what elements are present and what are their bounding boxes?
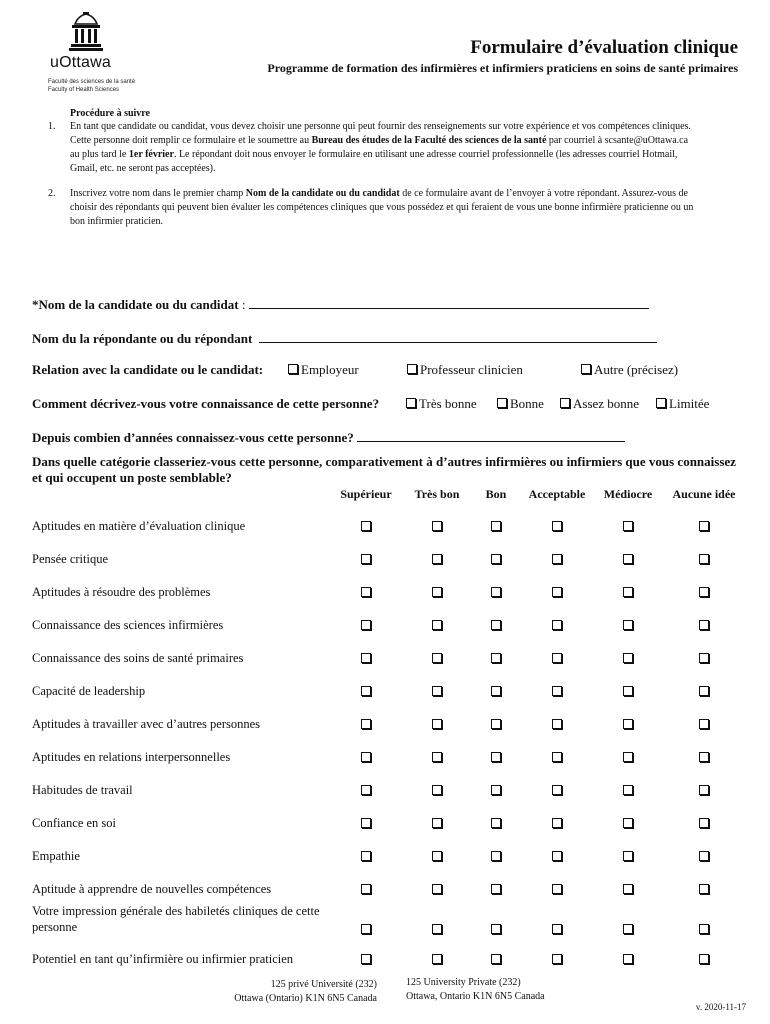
step-text-bold: Bureau des études de la Faculté des sciences de la santé bbox=[311, 135, 547, 146]
rating-row-label: Connaissance des soins de santé primaires bbox=[32, 651, 244, 665]
address-line: Ottawa (Ontario) K1N 6N5 Canada bbox=[234, 993, 377, 1004]
rating-row-label: Pensée critique bbox=[32, 552, 109, 566]
logo-wordmark: uOttawa bbox=[50, 54, 111, 71]
years-label: Depuis combien d’années connaissez-vous cette personne? bbox=[32, 430, 354, 445]
rating-checkbox[interactable] bbox=[623, 752, 633, 762]
rating-row-label: Connaissance des sciences infirmières bbox=[32, 618, 224, 632]
rating-checkbox[interactable] bbox=[623, 719, 633, 729]
rating-checkbox[interactable] bbox=[491, 785, 501, 795]
option-label: Autre (précisez) bbox=[594, 362, 679, 377]
rating-checkbox[interactable] bbox=[432, 752, 442, 762]
rating-checkbox[interactable] bbox=[432, 924, 442, 934]
step-text bbox=[70, 187, 698, 229]
rating-column-header: Acceptable bbox=[528, 487, 586, 501]
rating-checkbox[interactable] bbox=[623, 587, 633, 597]
rating-checkbox[interactable] bbox=[432, 620, 442, 630]
address-line: Ottawa, Ontario K1N 6N5 Canada bbox=[406, 991, 545, 1002]
rating-row-label: Potentiel en tant qu’infirmière ou infirmier praticien bbox=[32, 952, 294, 966]
step-text-part: Inscrivez votre nom dans le premier champ bbox=[70, 188, 246, 199]
rating-checkbox[interactable] bbox=[432, 554, 442, 564]
rating-checkbox[interactable] bbox=[623, 851, 633, 861]
version-label: v. 2020-11-17 bbox=[695, 1002, 746, 1012]
rating-checkbox[interactable] bbox=[623, 884, 633, 894]
rating-checkbox[interactable] bbox=[552, 554, 562, 564]
address-en bbox=[406, 976, 545, 1004]
option-label: Employeur bbox=[301, 362, 359, 377]
rating-checkbox[interactable] bbox=[361, 686, 371, 696]
checkbox[interactable] bbox=[406, 398, 416, 408]
option-label: Limitée bbox=[669, 396, 710, 411]
rating-checkbox[interactable] bbox=[361, 954, 371, 964]
page-title: Formulaire d’évaluation clinique bbox=[470, 37, 738, 58]
rating-checkbox[interactable] bbox=[491, 851, 501, 861]
rating-checkbox[interactable] bbox=[552, 924, 562, 934]
rating-checkbox[interactable] bbox=[699, 686, 709, 696]
rating-checkbox[interactable] bbox=[623, 521, 633, 531]
option-label: Très bonne bbox=[419, 396, 477, 411]
checkbox[interactable] bbox=[288, 364, 298, 374]
relation-row: Relation avec la candidate ou le candidat: bbox=[32, 362, 264, 377]
rating-checkbox[interactable] bbox=[699, 521, 709, 531]
rating-checkbox[interactable] bbox=[432, 884, 442, 894]
rating-checkbox[interactable] bbox=[699, 719, 709, 729]
rating-column-header: Très bon bbox=[414, 487, 460, 501]
rating-checkbox[interactable] bbox=[361, 719, 371, 729]
rating-checkbox[interactable] bbox=[491, 521, 501, 531]
rating-checkbox[interactable] bbox=[432, 686, 442, 696]
rating-checkbox[interactable] bbox=[552, 884, 562, 894]
step-text-part: par courriel à scsante@uOttawa.ca au plus tard le bbox=[70, 135, 689, 160]
rating-checkbox[interactable] bbox=[361, 851, 371, 861]
rating-checkbox[interactable] bbox=[699, 587, 709, 597]
rating-checkbox[interactable] bbox=[699, 851, 709, 861]
rating-checkbox[interactable] bbox=[623, 924, 633, 934]
respondent-name-field[interactable] bbox=[259, 330, 657, 343]
faculty-name-fr: Faculté des sciences de la santé bbox=[48, 79, 136, 85]
relation-option-other[interactable] bbox=[581, 362, 678, 378]
rating-checkbox[interactable] bbox=[491, 653, 501, 663]
step-text bbox=[70, 120, 698, 176]
rating-checkbox[interactable] bbox=[699, 554, 709, 564]
rating-checkbox[interactable] bbox=[623, 620, 633, 630]
rating-row-label: Aptitudes en relations interpersonnelles bbox=[32, 750, 231, 764]
rating-row-label: Aptitudes à résoudre des problèmes bbox=[32, 585, 211, 599]
rating-checkbox[interactable] bbox=[361, 884, 371, 894]
step-number: 2. bbox=[48, 188, 56, 199]
step-text-bold: Nom de la candidate ou du candidat bbox=[245, 188, 400, 199]
step-text-part: . Le répondant doit nous envoyer le formulaire en utilisant une adresse courriel professionnelle (les adresses courriel Hotmail, Gmail, etc. ne seront pas acceptées). bbox=[70, 149, 678, 174]
checkbox[interactable] bbox=[407, 364, 417, 374]
rating-checkbox[interactable] bbox=[361, 587, 371, 597]
candidate-name-label: *Nom de la candidate ou du candidat bbox=[32, 297, 239, 312]
rating-column-header: Supérieur bbox=[340, 487, 392, 501]
relation-option-clinical-professor[interactable] bbox=[407, 362, 523, 378]
rating-checkbox[interactable] bbox=[361, 752, 371, 762]
rating-checkbox[interactable] bbox=[552, 752, 562, 762]
years-field[interactable] bbox=[357, 429, 625, 442]
knowledge-option-very-good[interactable] bbox=[406, 396, 477, 412]
uottawa-logo bbox=[44, 12, 144, 94]
rating-checkbox[interactable] bbox=[552, 851, 562, 861]
rating-checkbox[interactable] bbox=[361, 554, 371, 564]
rating-checkbox[interactable] bbox=[699, 785, 709, 795]
university-building-icon bbox=[68, 12, 104, 52]
rating-checkbox[interactable] bbox=[432, 785, 442, 795]
rating-checkbox[interactable] bbox=[361, 653, 371, 663]
checkbox[interactable] bbox=[656, 398, 666, 408]
rating-checkbox[interactable] bbox=[552, 521, 562, 531]
rating-checkbox[interactable] bbox=[491, 620, 501, 630]
checkbox[interactable] bbox=[560, 398, 570, 408]
page-subtitle: Programme de formation des infirmières et infirmiers praticiens en soins de santé primaires bbox=[267, 61, 738, 75]
step-text-bold: 1er février bbox=[128, 149, 174, 160]
rating-checkbox[interactable] bbox=[699, 752, 709, 762]
step-number: 1. bbox=[48, 121, 56, 132]
rating-checkbox[interactable] bbox=[552, 954, 562, 964]
rating-checkbox[interactable] bbox=[623, 818, 633, 828]
rating-checkbox[interactable] bbox=[491, 818, 501, 828]
option-label: Bonne bbox=[510, 396, 544, 411]
rating-checkbox[interactable] bbox=[432, 653, 442, 663]
rating-row-label: Capacité de leadership bbox=[32, 684, 146, 698]
checkbox[interactable] bbox=[581, 364, 591, 374]
address-line: 125 privé Université (232) bbox=[270, 979, 377, 990]
rating-checkbox[interactable] bbox=[552, 587, 562, 597]
rating-row-label: Votre impression générale des habiletés cliniques de cette personne bbox=[32, 904, 320, 934]
knowledge-option-good[interactable] bbox=[497, 396, 544, 412]
checkbox[interactable] bbox=[497, 398, 507, 408]
rating-checkbox[interactable] bbox=[491, 954, 501, 964]
rating-checkbox[interactable] bbox=[491, 587, 501, 597]
rating-checkbox[interactable] bbox=[699, 884, 709, 894]
rating-checkbox[interactable] bbox=[699, 818, 709, 828]
address-line: 125 University Private (232) bbox=[406, 977, 521, 988]
rating-checkbox[interactable] bbox=[699, 924, 709, 934]
rating-checkbox[interactable] bbox=[491, 752, 501, 762]
rating-row-label: Aptitudes en matière d’évaluation clinique bbox=[32, 519, 246, 533]
respondent-name-row bbox=[32, 330, 657, 347]
rating-checkbox[interactable] bbox=[432, 954, 442, 964]
faculty-name bbox=[48, 78, 144, 94]
rating-checkbox[interactable] bbox=[623, 785, 633, 795]
rating-checkbox[interactable] bbox=[552, 620, 562, 630]
knowledge-row bbox=[32, 396, 379, 412]
rating-checkbox[interactable] bbox=[432, 818, 442, 828]
rating-checkbox[interactable] bbox=[699, 653, 709, 663]
rating-row-label: Confiance en soi bbox=[32, 816, 117, 830]
rating-row-label: Empathie bbox=[32, 849, 80, 863]
procedure-step bbox=[48, 187, 698, 229]
respondent-name-label: Nom du la répondante ou du répondant bbox=[32, 331, 253, 346]
rating-column-header: Médiocre bbox=[603, 487, 653, 501]
rating-checkbox[interactable] bbox=[623, 954, 633, 964]
step-text-part: de ce formulaire avant de l’envoyer à votre répondant. Assurez-vous de choisir des répondants qui peuvent bien évaluer les compétences cliniques que vous possédez et qui feraient de vous une bonne infirmière praticienne ou un bon infirmier praticien. bbox=[70, 188, 694, 227]
rating-checkbox[interactable] bbox=[623, 554, 633, 564]
rating-checkbox[interactable] bbox=[432, 521, 442, 531]
knowledge-option-fairly-good[interactable] bbox=[560, 396, 639, 412]
rating-row-label: Aptitudes à travailler avec d’autres personnes bbox=[32, 717, 261, 731]
rating-checkbox[interactable] bbox=[552, 719, 562, 729]
rating-checkbox[interactable] bbox=[623, 653, 633, 663]
candidate-name-row bbox=[32, 296, 649, 313]
rating-checkbox[interactable] bbox=[699, 620, 709, 630]
relation-label: Relation avec la candidate ou le candidat bbox=[32, 362, 259, 377]
rating-checkbox[interactable] bbox=[491, 686, 501, 696]
rating-checkbox[interactable] bbox=[699, 954, 709, 964]
knowledge-option-limited[interactable] bbox=[656, 396, 709, 412]
rating-checkbox[interactable] bbox=[552, 653, 562, 663]
knowledge-label: Comment décrivez-vous votre connaissance de cette personne? bbox=[32, 396, 380, 411]
candidate-name-field[interactable] bbox=[249, 296, 649, 309]
rating-checkbox[interactable] bbox=[432, 851, 442, 861]
rating-checkbox[interactable] bbox=[361, 620, 371, 630]
candidate-name-separator: : bbox=[238, 297, 249, 312]
years-row bbox=[32, 429, 625, 446]
rating-checkbox[interactable] bbox=[552, 686, 562, 696]
rating-checkbox[interactable] bbox=[432, 719, 442, 729]
category-question: Dans quelle catégorie classeriez-vous cette personne, comparativement à d’autres infirmières ou infirmiers que vous connaissez et qui occupent un poste semblable? bbox=[32, 454, 736, 485]
rating-row-label: Aptitude à apprendre de nouvelles compétences bbox=[32, 882, 272, 896]
option-label: Assez bonne bbox=[573, 396, 640, 411]
rating-checkbox[interactable] bbox=[491, 924, 501, 934]
rating-checkbox[interactable] bbox=[491, 884, 501, 894]
rating-checkbox[interactable] bbox=[552, 818, 562, 828]
rating-row-label: Habitudes de travail bbox=[32, 783, 133, 797]
rating-checkbox[interactable] bbox=[491, 554, 501, 564]
relation-option-employer[interactable] bbox=[288, 362, 359, 378]
address-fr bbox=[190, 978, 377, 1006]
rating-checkbox[interactable] bbox=[432, 587, 442, 597]
rating-checkbox[interactable] bbox=[623, 686, 633, 696]
procedure-step bbox=[48, 120, 698, 176]
option-label: Professeur clinicien bbox=[420, 362, 523, 377]
rating-column-header: Aucune idée bbox=[672, 487, 736, 501]
faculty-name-en: Faculty of Health Sciences bbox=[48, 87, 120, 93]
rating-column-header: Bon bbox=[485, 487, 507, 501]
rating-checkbox[interactable] bbox=[361, 818, 371, 828]
rating-checkbox[interactable] bbox=[361, 924, 371, 934]
rating-checkbox[interactable] bbox=[552, 785, 562, 795]
rating-checkbox[interactable] bbox=[361, 521, 371, 531]
rating-checkbox[interactable] bbox=[361, 785, 371, 795]
rating-checkbox[interactable] bbox=[491, 719, 501, 729]
step-text-part: En tant que candidate ou candidat, vous devez choisir une personne qui peut fournir des renseignements sur votre expérience et vos compétences cliniques. Cette personne doit remplir ce formulaire et le soumettre au bbox=[70, 121, 691, 146]
procedure-heading: Procédure à suivre bbox=[70, 108, 150, 119]
